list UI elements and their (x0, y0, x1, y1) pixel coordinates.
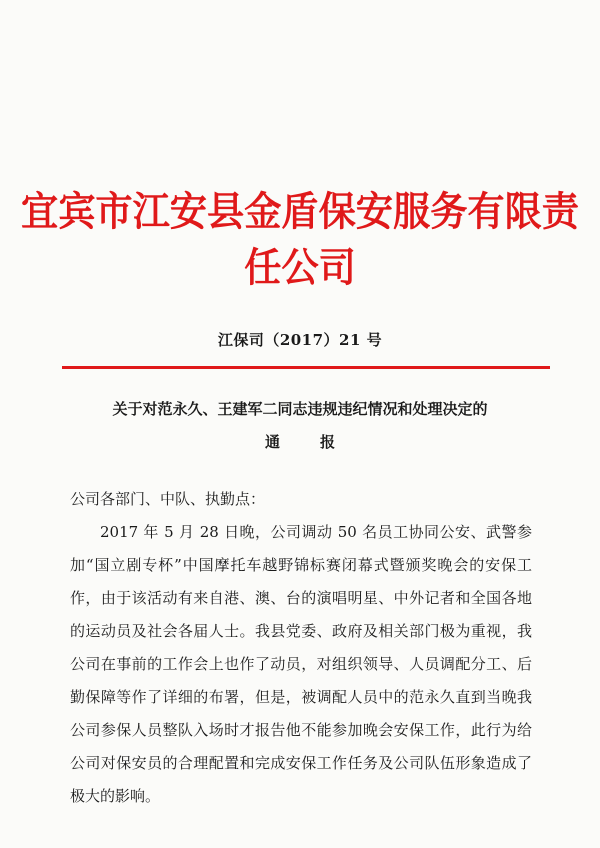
document-number: 江保司（2017）21 号 (217, 331, 383, 349)
salutation: 公司各部门、中队、执勤点： (70, 490, 266, 508)
body-paragraph: 2017 年 5 月 28 日晚，公司调动 50 名员工协同公安、武警参加“国立剧专杯”中国摩托车越野锦标赛闭幕式暨颁奖晚会的安保工作，由于该活动有来自港、澳、台的演唱明星、中外记者和全国各地的运动员及社会各届人士。我县党委、政府及相关部门极为重视，我公司在事前的工作会上也作了动员，对组织领导、人员调配分工、后勤保障等作了详细的布署，但是，被调配人员中的范永久直到当晚我公司参保人员整队入场时才报告他不能参加晚会安保工作，此行为给公司对保安员的合理配置和完成安保工作任务及公司队伍形象造成了极大的影响。 (70, 523, 532, 805)
document-title-line1: 关于对范永久、王建军二同志违规违纪情况和处理决定的 (112, 400, 488, 418)
letterhead-company-name: 宜宾市江安县金盾保安服务有限责任公司 (21, 188, 579, 291)
red-divider-line (62, 366, 550, 369)
document-title-line2: 通报 (264, 433, 375, 451)
